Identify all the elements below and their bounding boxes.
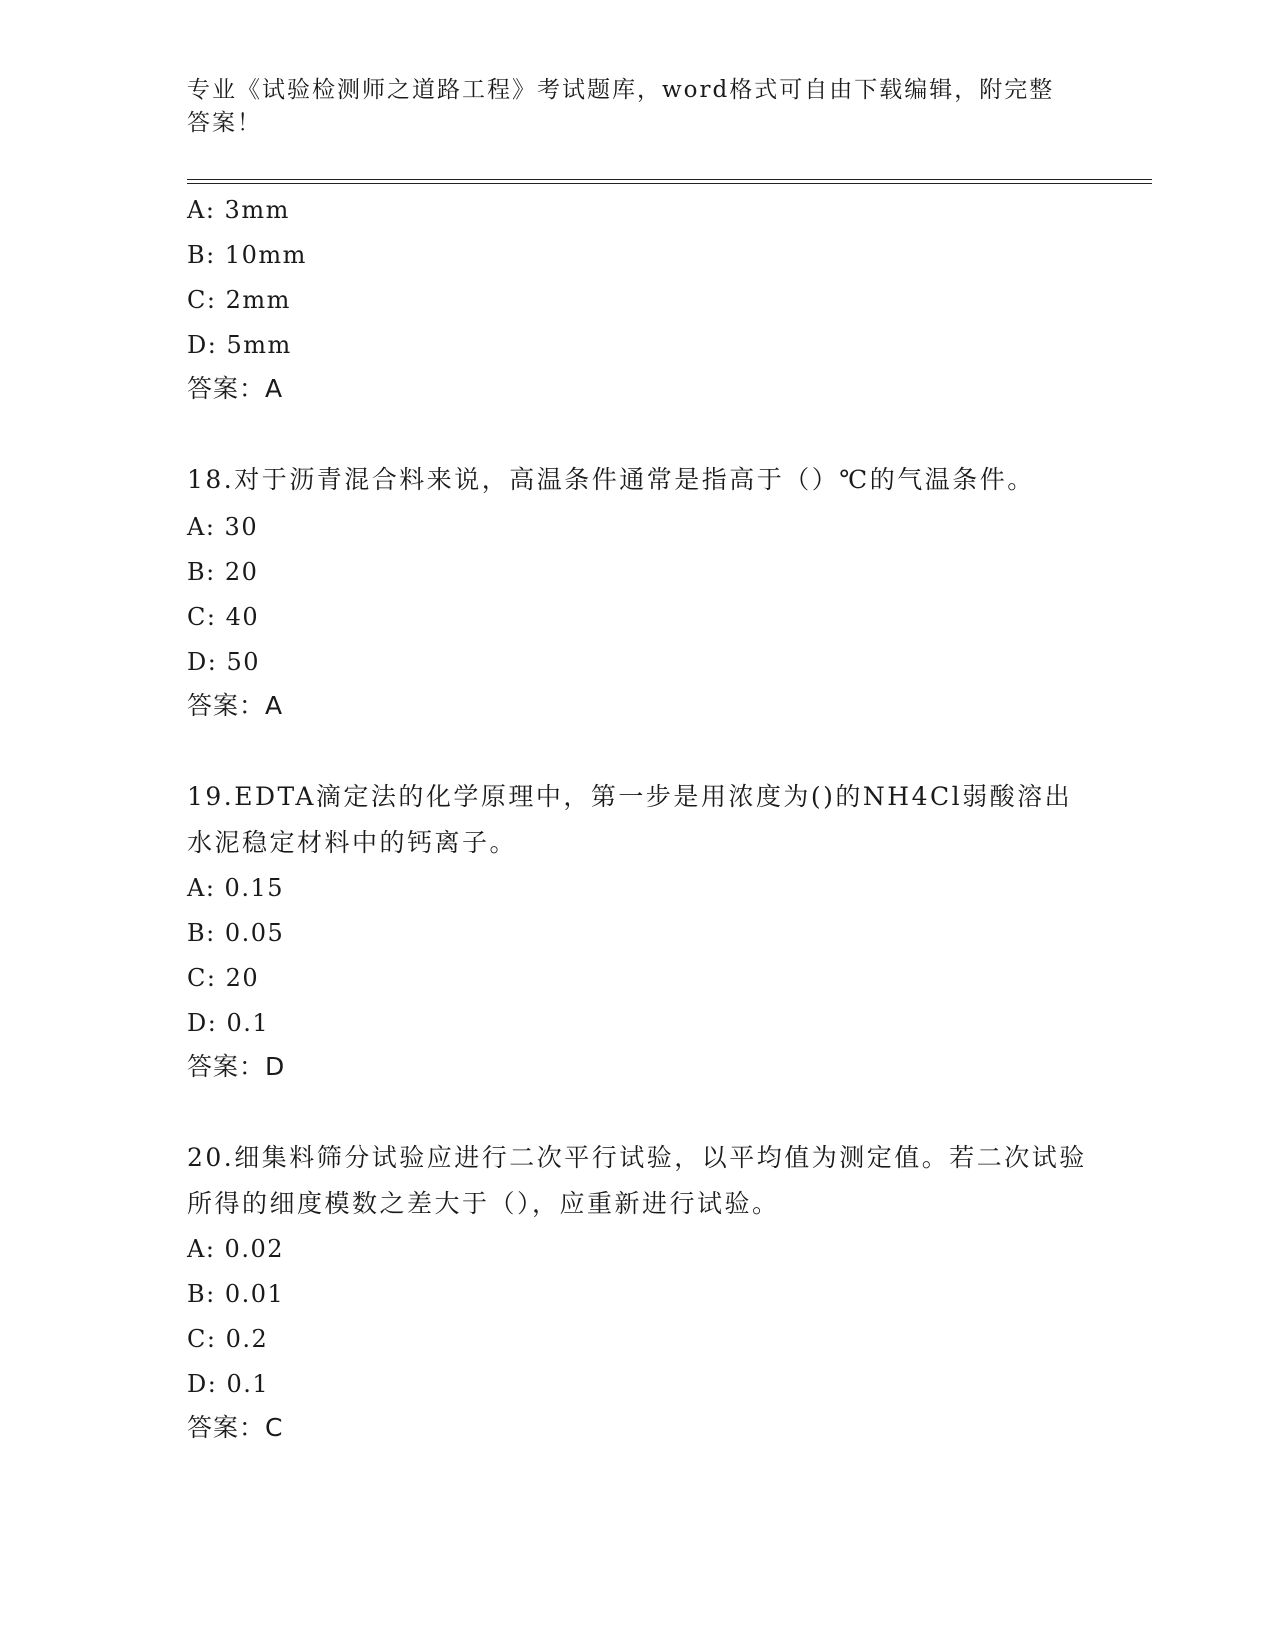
option-d: D: 0.1 — [187, 1009, 270, 1037]
option-c: C: 20 — [187, 964, 260, 992]
option-d: D: 5mm — [187, 331, 292, 359]
option-d: D: 50 — [187, 648, 260, 676]
option-b: B: 10mm — [187, 241, 307, 269]
document-header: 专业《试验检测师之道路工程》考试题库，word格式可自由下载编辑，附完整答案！ — [187, 77, 1055, 136]
answer: 答案：A — [187, 374, 284, 403]
option-b: B: 0.01 — [187, 1280, 285, 1308]
question-text: 18.对于沥青混合料来说，高温条件通常是指高于（）℃的气温条件。 — [187, 465, 1035, 494]
answer: 答案：D — [187, 1052, 286, 1081]
option-d: D: 0.1 — [187, 1370, 270, 1398]
option-a: A: 30 — [187, 513, 259, 541]
answer: 答案：A — [187, 691, 284, 720]
option-c: C: 0.2 — [187, 1325, 269, 1353]
answer: 答案：C — [187, 1413, 284, 1442]
header-divider-bottom — [187, 183, 1152, 184]
option-c: C: 40 — [187, 603, 260, 631]
question-text: 20.细集料筛分试验应进行二次平行试验，以平均值为测定值。若二次试验所得的细度模数之差大于（），应重新进行试验。 — [187, 1143, 1087, 1218]
option-a: A: 0.02 — [187, 1235, 284, 1263]
question-text: 19.EDTA滴定法的化学原理中，第一步是用浓度为()的NH4Cl弱酸溶出水泥稳定材料中的钙离子。 — [187, 782, 1073, 857]
option-a: A: 0.15 — [187, 874, 284, 902]
option-b: B: 0.05 — [187, 919, 285, 947]
option-b: B: 20 — [187, 558, 259, 586]
header-divider-top — [187, 179, 1152, 180]
option-c: C: 2mm — [187, 286, 291, 314]
option-a: A: 3mm — [187, 196, 290, 224]
